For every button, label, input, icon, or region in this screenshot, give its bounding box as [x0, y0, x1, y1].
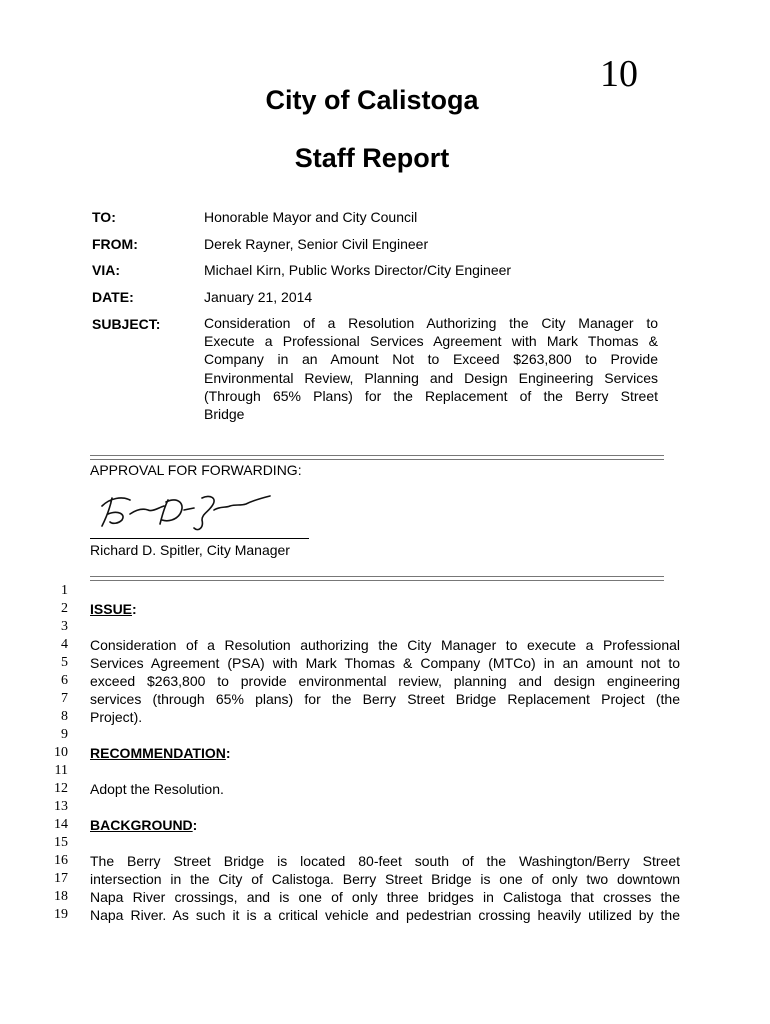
- background-line: The Berry Street Bridge is located 80-feet south of the Washington/Berry Street: [90, 853, 680, 869]
- line-number: 3: [61, 619, 68, 634]
- background-line: Napa River. As such it is a critical vehicle and pedestrian crossing heavily utilized by the: [90, 907, 680, 923]
- line-number: 14: [54, 817, 68, 832]
- line-number: 18: [54, 889, 68, 904]
- subject-line: Consideration of a Resolution Authorizing the City Manager to: [204, 315, 658, 331]
- approval-label: APPROVAL FOR FORWARDING:: [90, 462, 302, 478]
- background-heading: BACKGROUND:: [90, 817, 198, 833]
- to-value: Honorable Mayor and City Council: [204, 209, 418, 225]
- line-number: 11: [54, 763, 68, 778]
- to-label: TO:: [92, 209, 116, 225]
- subject-text: [204, 314, 658, 423]
- line-number: 1: [61, 583, 68, 598]
- issue-line: exceed $263,800 to provide environmental review, planning and design engineering: [90, 673, 680, 689]
- from-value: Derek Rayner, Senior Civil Engineer: [204, 236, 429, 252]
- line-number: 9: [61, 727, 68, 742]
- via-value: Michael Kirn, Public Works Director/City Engineer: [204, 262, 512, 278]
- line-number: 7: [61, 691, 68, 706]
- issue-line: services (through 65% plans) for the Berry Street Bridge Replacement Project (the: [90, 691, 680, 707]
- background-line: Napa River crossings, and is one of only three bridges in Calistoga that crosses the: [90, 889, 680, 905]
- issue-line: Consideration of a Resolution authorizing the City Manager to execute a Professional: [90, 637, 680, 653]
- line-number: 19: [54, 907, 68, 922]
- subject-label: SUBJECT:: [92, 316, 161, 332]
- issue-line: Project).: [90, 709, 143, 725]
- from-label: FROM:: [92, 236, 138, 252]
- signature-line: [90, 538, 309, 539]
- divider-top: [90, 455, 664, 460]
- via-label: VIA:: [92, 262, 120, 278]
- line-number: 15: [54, 835, 68, 850]
- date-label: DATE:: [92, 289, 134, 305]
- line-number: 6: [61, 673, 68, 688]
- line-number: 17: [54, 871, 68, 886]
- line-number: 16: [54, 853, 68, 868]
- subject-line: Company in an Amount Not to Exceed $263,800 to Provide: [204, 351, 658, 368]
- line-number: 2: [61, 601, 68, 616]
- report-title: Staff Report: [294, 143, 450, 173]
- issue-heading: ISSUE:: [90, 601, 137, 617]
- background-line: intersection in the City of Calistoga. Berry Street Bridge is one of only two downtown: [90, 871, 680, 887]
- line-number: 12: [54, 781, 68, 796]
- recommendation-text: Adopt the Resolution.: [90, 781, 224, 797]
- issue-line: Services Agreement (PSA) with Mark Thomas & Company (MTCo) in an amount not to: [90, 655, 680, 671]
- city-manager-name: Richard D. Spitler, City Manager: [90, 542, 290, 558]
- signature-image: [90, 484, 280, 534]
- city-title: City of Calistoga: [265, 85, 479, 115]
- line-number: 5: [61, 655, 68, 670]
- subject-line: Bridge: [204, 405, 245, 422]
- subject-line: (Through 65% Plans) for the Replacement of the Berry Street: [204, 387, 658, 404]
- date-value: January 21, 2014: [204, 289, 313, 305]
- subject-line: Execute a Professional Services Agreement with Mark Thomas &: [204, 333, 658, 350]
- subject-line: Environmental Review, Planning and Design Engineering Services: [204, 369, 658, 386]
- recommendation-heading: RECOMMENDATION:: [90, 745, 231, 761]
- line-number: 10: [54, 745, 68, 760]
- line-number: 4: [61, 637, 68, 652]
- line-number: 13: [54, 799, 68, 814]
- line-number: 8: [61, 709, 68, 724]
- agenda-item-number: 10: [600, 53, 638, 95]
- divider-bottom: [90, 576, 664, 581]
